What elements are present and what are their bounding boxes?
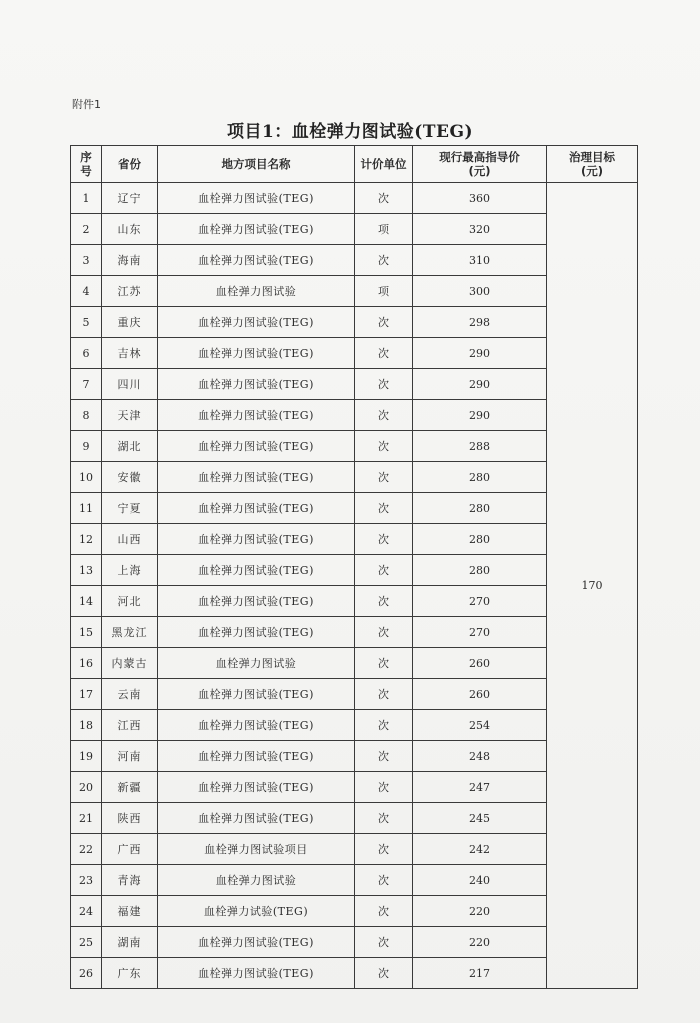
row-unit: 次 [355, 338, 413, 369]
row-price: 217 [413, 958, 547, 989]
row-province: 海南 [102, 245, 158, 276]
row-item-name: 血栓弹力图试验(TEG) [158, 524, 355, 555]
row-item-name: 血栓弹力图试验(TEG) [158, 338, 355, 369]
row-item-name: 血栓弹力图试验项目 [158, 834, 355, 865]
row-province: 湖北 [102, 431, 158, 462]
row-price: 280 [413, 524, 547, 555]
row-price: 298 [413, 307, 547, 338]
row-province: 安徽 [102, 462, 158, 493]
row-unit: 次 [355, 927, 413, 958]
price-table [70, 145, 638, 989]
row-province: 湖南 [102, 927, 158, 958]
row-province: 天津 [102, 400, 158, 431]
row-price: 290 [413, 338, 547, 369]
row-number: 17 [71, 679, 102, 710]
row-price: 270 [413, 586, 547, 617]
row-item-name: 血栓弹力图试验(TEG) [158, 400, 355, 431]
row-province: 重庆 [102, 307, 158, 338]
row-unit: 次 [355, 679, 413, 710]
row-item-name: 血栓弹力图试验(TEG) [158, 927, 355, 958]
row-price: 270 [413, 617, 547, 648]
row-unit: 次 [355, 462, 413, 493]
row-unit: 次 [355, 741, 413, 772]
row-item-name: 血栓弹力图试验(TEG) [158, 803, 355, 834]
row-number: 12 [71, 524, 102, 555]
row-number: 18 [71, 710, 102, 741]
row-number: 24 [71, 896, 102, 927]
row-province: 陕西 [102, 803, 158, 834]
header-seq-line1: 序 [80, 150, 92, 164]
row-number: 20 [71, 772, 102, 803]
row-item-name: 血栓弹力图试验(TEG) [158, 741, 355, 772]
row-unit: 次 [355, 710, 413, 741]
row-unit: 项 [355, 214, 413, 245]
row-unit: 项 [355, 276, 413, 307]
row-price: 310 [413, 245, 547, 276]
row-item-name: 血栓弹力图试验(TEG) [158, 183, 355, 214]
row-unit: 次 [355, 245, 413, 276]
row-number: 6 [71, 338, 102, 369]
row-unit: 次 [355, 586, 413, 617]
row-item-name: 血栓弹力图试验(TEG) [158, 431, 355, 462]
row-province: 吉林 [102, 338, 158, 369]
row-unit: 次 [355, 772, 413, 803]
row-item-name: 血栓弹力图试验(TEG) [158, 493, 355, 524]
row-price: 288 [413, 431, 547, 462]
row-province: 河北 [102, 586, 158, 617]
row-item-name: 血栓弹力图试验(TEG) [158, 958, 355, 989]
row-unit: 次 [355, 896, 413, 927]
row-number: 25 [71, 927, 102, 958]
row-number: 4 [71, 276, 102, 307]
row-price: 242 [413, 834, 547, 865]
row-price: 280 [413, 493, 547, 524]
row-number: 7 [71, 369, 102, 400]
row-unit: 次 [355, 493, 413, 524]
row-unit: 次 [355, 307, 413, 338]
row-price: 260 [413, 648, 547, 679]
row-number: 5 [71, 307, 102, 338]
row-number: 26 [71, 958, 102, 989]
page-title: 项目1：血栓弹力图试验(TEG) [226, 122, 474, 142]
row-price: 300 [413, 276, 547, 307]
row-province: 河南 [102, 741, 158, 772]
row-price: 220 [413, 927, 547, 958]
header-unit: 计价单位 [355, 146, 413, 183]
row-item-name: 血栓弹力图试验(TEG) [158, 586, 355, 617]
row-province: 辽宁 [102, 183, 158, 214]
row-province: 江西 [102, 710, 158, 741]
row-number: 3 [71, 245, 102, 276]
row-number: 9 [71, 431, 102, 462]
row-province: 广东 [102, 958, 158, 989]
row-number: 10 [71, 462, 102, 493]
row-province: 山东 [102, 214, 158, 245]
header-target-line1: 治理目标 [569, 150, 615, 164]
row-number: 14 [71, 586, 102, 617]
table-header-row [71, 146, 638, 183]
row-price: 280 [413, 555, 547, 586]
row-province: 广西 [102, 834, 158, 865]
header-price-line1: 现行最高指导价 [439, 150, 520, 164]
row-item-name: 血栓弹力图试验(TEG) [158, 307, 355, 338]
row-item-name: 血栓弹力图试验(TEG) [158, 772, 355, 803]
row-price: 247 [413, 772, 547, 803]
row-unit: 次 [355, 431, 413, 462]
row-number: 23 [71, 865, 102, 896]
header-target [547, 146, 638, 183]
header-province: 省份 [102, 146, 158, 183]
row-price: 254 [413, 710, 547, 741]
row-price: 240 [413, 865, 547, 896]
row-province: 上海 [102, 555, 158, 586]
table-body [71, 183, 638, 989]
governance-target-cell: 170 [547, 183, 638, 989]
row-number: 22 [71, 834, 102, 865]
attachment-label: 附件1 [72, 98, 101, 111]
row-number: 1 [71, 183, 102, 214]
row-province: 山西 [102, 524, 158, 555]
row-item-name: 血栓弹力试验(TEG) [158, 896, 355, 927]
header-seq-line2: 号 [80, 164, 92, 178]
row-province: 四川 [102, 369, 158, 400]
row-province: 内蒙古 [102, 648, 158, 679]
row-province: 青海 [102, 865, 158, 896]
row-number: 19 [71, 741, 102, 772]
row-price: 360 [413, 183, 547, 214]
row-item-name: 血栓弹力图试验(TEG) [158, 369, 355, 400]
row-price: 280 [413, 462, 547, 493]
row-province: 福建 [102, 896, 158, 927]
row-unit: 次 [355, 958, 413, 989]
row-item-name: 血栓弹力图试验 [158, 865, 355, 896]
row-number: 13 [71, 555, 102, 586]
header-price [413, 146, 547, 183]
header-target-line2: (元) [580, 164, 603, 178]
row-unit: 次 [355, 400, 413, 431]
row-province: 云南 [102, 679, 158, 710]
header-item-name: 地方项目名称 [158, 146, 355, 183]
row-unit: 次 [355, 865, 413, 896]
row-unit: 次 [355, 648, 413, 679]
row-price: 220 [413, 896, 547, 927]
row-unit: 次 [355, 369, 413, 400]
row-price: 260 [413, 679, 547, 710]
row-number: 21 [71, 803, 102, 834]
row-item-name: 血栓弹力图试验(TEG) [158, 555, 355, 586]
row-price: 248 [413, 741, 547, 772]
header-price-line2: (元) [468, 164, 491, 178]
row-province: 江苏 [102, 276, 158, 307]
row-item-name: 血栓弹力图试验(TEG) [158, 710, 355, 741]
row-province: 宁夏 [102, 493, 158, 524]
row-unit: 次 [355, 803, 413, 834]
row-number: 16 [71, 648, 102, 679]
row-price: 245 [413, 803, 547, 834]
row-unit: 次 [355, 524, 413, 555]
row-price: 290 [413, 400, 547, 431]
row-price: 290 [413, 369, 547, 400]
row-number: 15 [71, 617, 102, 648]
row-unit: 次 [355, 834, 413, 865]
row-item-name: 血栓弹力图试验(TEG) [158, 617, 355, 648]
row-item-name: 血栓弹力图试验(TEG) [158, 462, 355, 493]
row-province: 新疆 [102, 772, 158, 803]
header-seq [71, 146, 102, 183]
row-unit: 次 [355, 183, 413, 214]
row-unit: 次 [355, 617, 413, 648]
row-item-name: 血栓弹力图试验 [158, 276, 355, 307]
row-item-name: 血栓弹力图试验(TEG) [158, 214, 355, 245]
row-unit: 次 [355, 555, 413, 586]
row-number: 11 [71, 493, 102, 524]
table-row [71, 183, 638, 214]
row-item-name: 血栓弹力图试验 [158, 648, 355, 679]
row-province: 黑龙江 [102, 617, 158, 648]
row-number: 8 [71, 400, 102, 431]
row-item-name: 血栓弹力图试验(TEG) [158, 679, 355, 710]
row-price: 320 [413, 214, 547, 245]
row-number: 2 [71, 214, 102, 245]
row-item-name: 血栓弹力图试验(TEG) [158, 245, 355, 276]
